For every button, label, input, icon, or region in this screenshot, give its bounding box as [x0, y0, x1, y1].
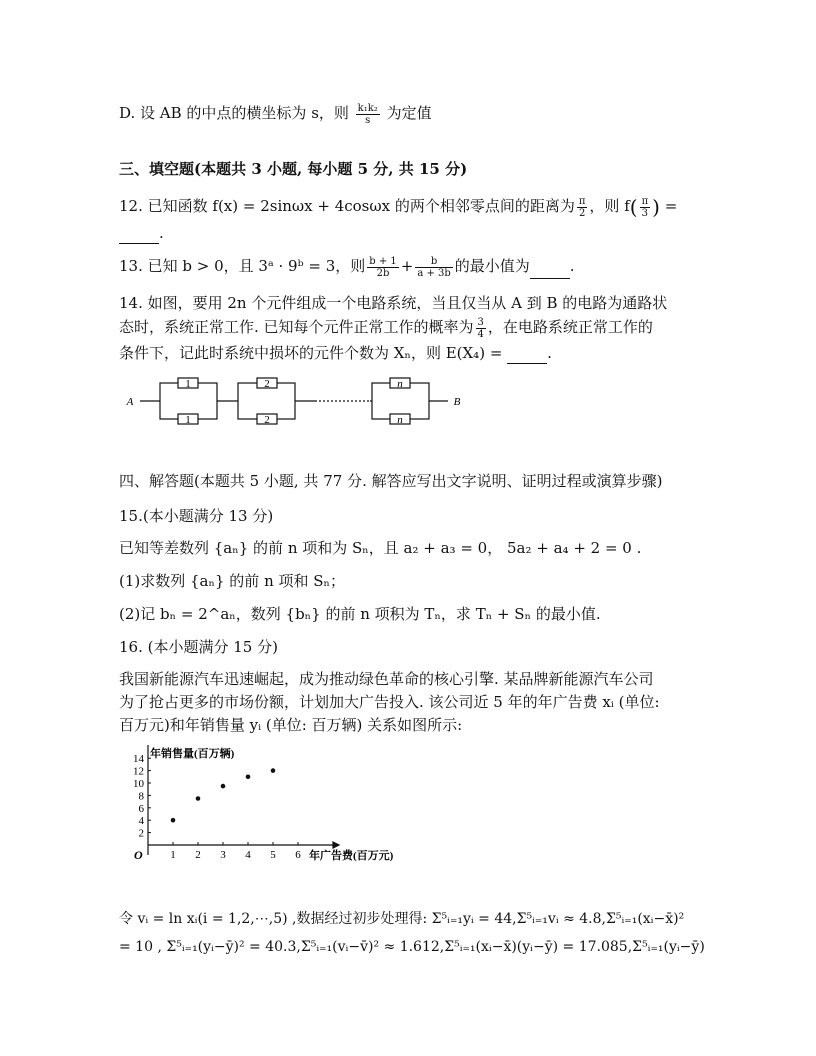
element-label: 2: [264, 378, 270, 390]
origin-label: O: [134, 848, 143, 862]
y-tick-label: 8: [138, 790, 144, 803]
element-label: 2: [264, 414, 270, 426]
fraction: $\frac{b + 1}{2b}$: [369, 255, 397, 279]
question-16-line3: 百万元)和年销售量 yᵢ (单位: 百万辆) 关系如图所示:: [119, 716, 463, 734]
data-point: [196, 796, 201, 801]
question-15-line2: (1)求数列 {aₙ} 的前 n 项和 Sₙ；: [119, 572, 346, 590]
data-point: [246, 775, 251, 780]
question-16-line2: 为了抢占更多的市场份额，计划加大广告投入. 该公司近 5 年的年广告费 xᵢ (单位:: [119, 693, 660, 711]
question-15-line1: 已知等差数列 {aₙ} 的前 n 项和为 Sₙ，且 a₂ + a₃ = 0， 5a₂ + a₄ + 2 = 0 .: [119, 539, 642, 557]
circuit-diagram: [120, 374, 480, 430]
node-b-label: B: [453, 396, 461, 408]
y-tick-label: 12: [133, 765, 144, 778]
fraction: $\frac{\pi}{3}$: [641, 195, 649, 219]
question-14-line1: 14. 如图，要用 2n 个元件组成一个电路系统，当且仅当从 A 到 B 的电路为通路状: [119, 294, 668, 312]
question-12: 12. 已知函数 f(x) = 2sinωx + 4cosωx 的两个相邻零点间的距离为 $\frac{\pi}{2}$ ，则 f( $\frac{\pi}{3}$ ) =: [119, 195, 678, 219]
x-tick-label: 2: [195, 849, 201, 861]
x-tick-label: 4: [245, 849, 251, 861]
y-tick-label: 10: [133, 778, 144, 790]
question-15-line3: (2)记 bₙ = 2^aₙ，数列 {bₙ} 的前 n 项积为 Tₙ，求 Tₙ + Sₙ 的最小值.: [119, 605, 601, 623]
data-point: [221, 784, 226, 789]
question-15-heading: 15.(本小题满分 13 分): [119, 507, 274, 525]
answer-blank-12: .: [119, 222, 164, 244]
fraction: $\frac{3}{4}$: [477, 316, 484, 340]
fraction: $\frac{\text{k₁k₂}}{s}$: [357, 102, 378, 126]
element-label: n: [397, 378, 403, 390]
x-tick-label: 5: [270, 849, 276, 861]
y-tick-label: 2: [138, 827, 144, 840]
y-axis-label: 年销售量(百万辆): [150, 748, 235, 760]
bottom-line2: = 10 , Σ⁵ᵢ₌₁(yᵢ−ȳ)² = 40.3,Σ⁵ᵢ₌₁(vᵢ−v̄)² ≈ 1.612,Σ⁵ᵢ₌₁(xᵢ−x̄)(yᵢ−ȳ) = 17.085,Σ⁵ᵢ₌₁(yᵢ−ȳ): [119, 939, 705, 955]
question-16-heading: 16. (本小题满分 15 分): [119, 638, 278, 656]
fraction: $\frac{b}{a + 3b}$: [417, 255, 451, 279]
x-axis-label: 年广告费(百万元): [309, 850, 394, 862]
question-14-line2: 态时，系统正常工作. 已知每个元件正常工作的概率为 $\frac{3}{4}$ ，在电路系统正常工作的: [119, 316, 653, 340]
data-point: [271, 768, 276, 773]
x-tick-label: 3: [220, 849, 226, 861]
fraction: $\frac{\pi}{2}$: [578, 195, 586, 219]
y-tick-label: 14: [133, 753, 144, 766]
element-label: n: [397, 414, 403, 426]
data-point: [171, 818, 176, 823]
x-tick-label: 1: [170, 849, 176, 861]
element-label: 1: [185, 378, 191, 390]
section-3-heading: 三、填空题(本题共 3 小题, 每小题 5 分, 共 15 分): [119, 160, 468, 178]
question-16-line1: 我国新能源汽车迅速崛起，成为推动绿色革命的核心引擎. 某品牌新能源汽车公司: [119, 670, 654, 688]
option-d: D. 设 AB 的中点的横坐标为 s，则 $\frac{\text{k₁k₂}}{s}$ 为定值: [119, 102, 432, 126]
y-tick-label: 6: [138, 802, 144, 815]
section-4-heading: 四、解答题(本题共 5 小题, 共 77 分. 解答应写出文字说明、证明过程或演算步骤): [119, 472, 663, 490]
x-axis-arrow: [333, 842, 339, 848]
question-13: 13. 已知 b > 0，且 3ᵃ · 9ᵇ = 3，则 $\frac{b + 1}{2b}$ + $\frac{b}{a + 3b}$ 的最小值为 .: [119, 255, 575, 279]
node-a-label: A: [126, 396, 134, 408]
y-tick-label: 4: [138, 815, 144, 828]
scatter-chart: [120, 745, 420, 865]
question-14-line3: 条件下，记此时系统中损坏的元件个数为 Xₙ，则 E(X₄) = .: [119, 344, 552, 362]
x-tick-label: 6: [295, 849, 301, 861]
bottom-line1: 令 vᵢ = ln xᵢ(i = 1,2,⋯,5) ,数据经过初步处理得: Σ⁵ᵢ₌₁yᵢ = 44,Σ⁵ᵢ₌₁vᵢ ≈ 4.8,Σ⁵ᵢ₌₁(xᵢ−x̄)²: [119, 911, 685, 927]
element-label: 1: [185, 414, 191, 426]
